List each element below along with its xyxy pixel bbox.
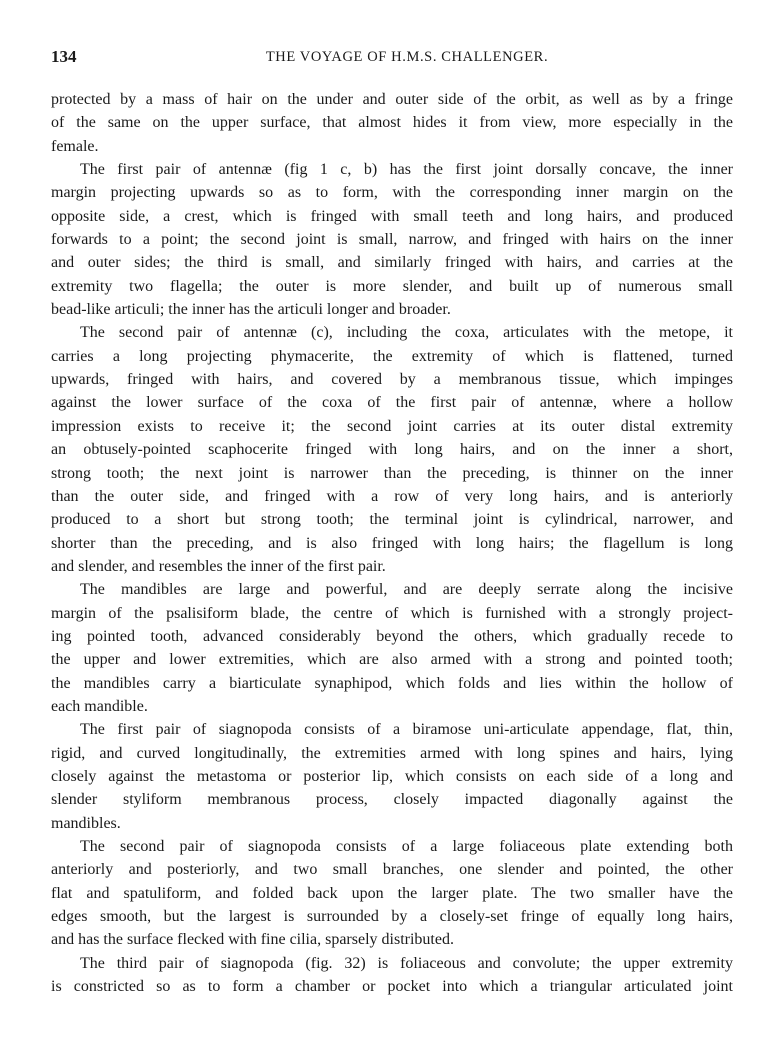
- text-line: than the outer side, and fringed with a row of very long hairs, and is anteriorly: [51, 487, 733, 505]
- text-line: impression exists to receive it; the second joint carries at its outer distal extremity: [51, 417, 733, 435]
- text-line: and has the surface flecked with fine cilia, sparsely distributed.: [51, 931, 454, 949]
- text-line: and outer sides; the third is small, and similarly fringed with hairs, and carries at the: [51, 254, 733, 272]
- text-line: and slender, and resembles the inner of the first pair.: [51, 557, 386, 575]
- text-line: margin of the psalisiform blade, the centre of which is furnished with a strongly project-: [51, 604, 733, 622]
- text-line: margin projecting upwards so as to form, with the corresponding inner margin on the: [51, 184, 733, 202]
- text-line: The second pair of antennæ (c), including the coxa, articulates with the metope, it: [80, 324, 733, 342]
- text-line: an obtusely-pointed scaphocerite fringed with long hairs, and on the inner a short,: [51, 441, 733, 459]
- text-line: is constricted so as to form a chamber or pocket into which a triangular articulated joint: [51, 978, 733, 996]
- text-line: mandibles.: [51, 814, 121, 832]
- paragraph: [51, 578, 733, 718]
- paragraph: [51, 835, 733, 952]
- running-title: THE VOYAGE OF H.M.S. CHALLENGER.: [265, 49, 549, 65]
- page-header: [51, 47, 733, 69]
- text-line: of the same on the upper surface, that almost hides it from view, more especially in the: [51, 114, 733, 132]
- text-line: The third pair of siagnopoda (fig. 32) is foliaceous and convolute; the upper extremity: [80, 954, 733, 972]
- text-line: slender styliform membranous process, closely impacted diagonally against the: [51, 791, 733, 809]
- text-line: female.: [51, 137, 99, 155]
- text-line: upwards, fringed with hairs, and covered by a membranous tissue, which impinges: [51, 371, 733, 389]
- text-line: bead-like articuli; the inner has the articuli longer and broader.: [51, 301, 451, 319]
- text-line: carries a long projecting phymacerite, the extremity of which is flattened, turned: [51, 347, 733, 365]
- text-line: flat and spatuliform, and folded back upon the larger plate. The two smaller have the: [51, 884, 733, 902]
- text-line: The first pair of siagnopoda consists of a biramose uni-articulate appendage, flat, thin,: [80, 721, 733, 739]
- text-line: The mandibles are large and powerful, and are deeply serrate along the incisive: [80, 581, 733, 599]
- text-line: closely against the metastoma or posterior lip, which consists on each side of a long and: [51, 767, 733, 785]
- text-line: each mandible.: [51, 697, 148, 715]
- text-line: shorter than the preceding, and is also fringed with long hairs; the flagellum is long: [51, 534, 733, 552]
- body-text: [51, 88, 733, 998]
- text-line: The second pair of siagnopoda consists of a large foliaceous plate extending both: [80, 838, 733, 855]
- text-line: ing pointed tooth, advanced considerably beyond the others, which gradually recede to: [51, 627, 733, 645]
- text-line: forwards to a point; the second joint is small, narrow, and fringed with hairs on the inner: [51, 231, 733, 249]
- paragraph: [51, 952, 733, 999]
- text-line: the mandibles carry a biarticulate synaphipod, which folds and lies within the hollow of: [51, 674, 733, 692]
- paragraph: [51, 158, 733, 321]
- text-line: against the lower surface of the coxa of the first pair of antennæ, where a hollow: [51, 394, 733, 412]
- text-line: anteriorly and posteriorly, and two small branches, one slender and pointed, the other: [51, 861, 733, 879]
- page-number: 134: [51, 47, 77, 66]
- text-line: the upper and lower extremities, which are also armed with a strong and pointed tooth;: [51, 651, 733, 669]
- paragraph: [51, 88, 733, 158]
- text-line: edges smooth, but the largest is surrounded by a closely-set fringe of equally long hairs,: [51, 908, 733, 926]
- text-line: The first pair of antennæ (fig 1 c, b) has the first joint dorsally concave, the inner: [80, 161, 733, 179]
- text-line: rigid, and curved longitudinally, the extremities armed with long spines and hairs, lying: [51, 744, 733, 762]
- text-line: strong tooth; the next joint is narrower than the preceding, is thinner on the inner: [51, 464, 733, 482]
- text-line: protected by a mass of hair on the under and outer side of the orbit, as well as by a fringe: [51, 91, 733, 108]
- paragraph: [51, 321, 733, 578]
- paragraph: [51, 718, 733, 835]
- text-line: opposite side, a crest, which is fringed with small teeth and long hairs, and produced: [51, 207, 733, 225]
- text-line: produced to a short but strong tooth; the terminal joint is cylindrical, narrower, and: [51, 511, 733, 529]
- text-line: extremity two flagella; the outer is more slender, and built up of numerous small: [51, 277, 733, 295]
